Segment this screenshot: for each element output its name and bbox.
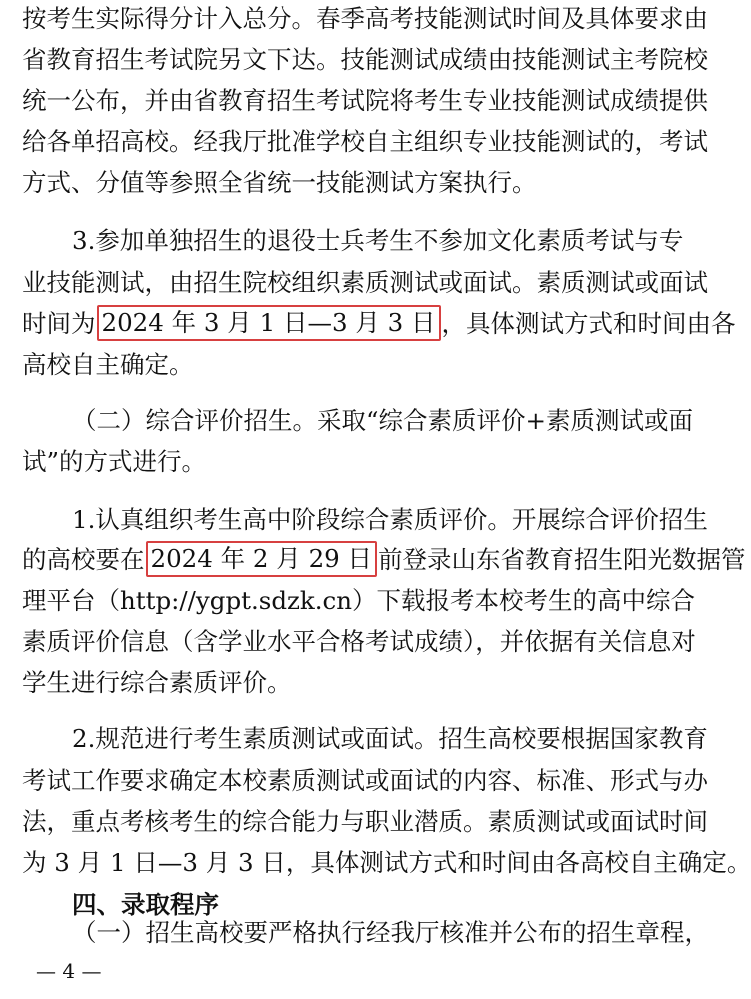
paragraph-line-17: 2.规范进行考生素质测试或面试。招生高校要根据国家教育 — [72, 724, 708, 753]
section-heading-comprehensive: （二）综合评价招生。采取“综合素质评价+素质测试或面 — [72, 406, 694, 435]
text-before-highlight: 时间为 — [22, 309, 96, 338]
section-heading-admission: 四、录取程序 — [72, 890, 219, 919]
paragraph-line-22: （一）招生高校要严格执行经我厅核准并公布的招生章程， — [72, 918, 709, 947]
text-before-highlight: 的高校要在 — [22, 545, 145, 574]
paragraph-line-7: 业技能测试，由招生院校组织素质测试或面试。素质测试或面试 — [22, 268, 708, 297]
paragraph-line-15: 素质评价信息（含学业水平合格考试成绩），并依据有关信息对 — [22, 627, 696, 656]
paragraph-line-1: 按考生实际得分计入总分。春季高考技能测试时间及具体要求由 — [22, 4, 708, 33]
page-number: — 4 — — [36, 959, 102, 983]
paragraph-line-4: 给各单招高校。经我厅批准学校自主组织专业技能测试的，考试 — [22, 127, 708, 156]
highlighted-deadline-date: 2024 年 2 月 29 日 — [146, 541, 378, 577]
paragraph-line-5: 方式、分值等参照全省统一技能测试方案执行。 — [22, 168, 537, 197]
paragraph-line-14: 理平台（http://ygpt.sdzk.cn）下载报考本校考生的高中综合 — [22, 586, 696, 615]
paragraph-line-16: 学生进行综合素质评价。 — [22, 668, 292, 697]
paragraph-line-9: 高校自主确定。 — [22, 350, 194, 379]
paragraph-line-12: 1.认真组织考生高中阶段综合素质评价。开展综合评价招生 — [72, 505, 708, 534]
paragraph-line-8 — [22, 305, 736, 343]
paragraph-line-3: 统一公布，并由省教育招生考试院将考生专业技能测试成绩提供 — [22, 86, 708, 115]
paragraph-line-13 — [22, 541, 746, 579]
text-after-highlight: 前登录山东省教育招生阳光数据管 — [378, 545, 746, 574]
paragraph-line-18: 考试工作要求确定本校素质测试或面试的内容、标准、形式与办 — [22, 766, 708, 795]
paragraph-line-2: 省教育招生考试院另文下达。技能测试成绩由技能测试主考院校 — [22, 45, 708, 74]
paragraph-line-11: 试”的方式进行。 — [22, 447, 207, 476]
paragraph-line-6: 3.参加单独招生的退役士兵考生不参加文化素质考试与专 — [72, 226, 684, 255]
text-after-highlight: ，具体测试方式和时间由各 — [441, 309, 736, 338]
highlighted-date-range: 2024 年 3 月 1 日—3 月 3 日 — [97, 305, 441, 341]
paragraph-line-19: 法，重点考核考生的综合能力与职业潜质。素质测试或面试时间 — [22, 807, 708, 836]
paragraph-line-20: 为 3 月 1 日—3 月 3 日，具体测试方式和时间由各高校自主确定。 — [22, 848, 751, 877]
